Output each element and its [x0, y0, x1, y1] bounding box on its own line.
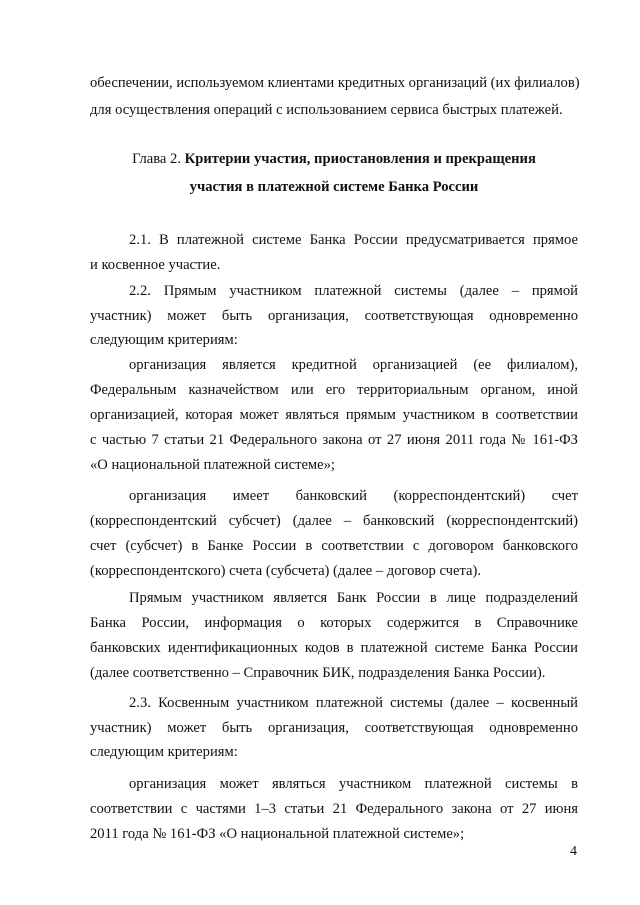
p2-2-line-1: 2.2. Прямым участником платежной системы (далее – прямой [129, 283, 578, 299]
crit2-line-1: организация имеет банковский (корреспондентский) счет [129, 488, 578, 504]
p2-2-line-2: участник) может быть организация, соответствующая одновременно [90, 308, 578, 324]
chapter-heading-line-2 [90, 178, 578, 196]
crit2-line-3: счет (субсчет) в Банке России в соответствии с договором банковского [90, 538, 578, 554]
chapter-title-1: Критерии участия, приостановления и прекращения [184, 151, 536, 167]
direct-line-3: банковских идентификационных кодов в платежной системе Банка России [90, 640, 578, 656]
p2-3-line-3: следующим критериям: [90, 744, 238, 760]
crit2-line-2: (корреспондентский субсчет) (далее – банковский (корреспондентский) [90, 513, 578, 529]
p2-1-line-2: и косвенное участие. [90, 257, 221, 273]
crit1-line-3: организацией, которая может являться прямым участником в соответствии [90, 407, 578, 423]
chapter-title-2: участия в платежной системе Банка России [189, 179, 479, 195]
crit1-line-5: «О национальной платежной системе»; [90, 457, 335, 473]
chapter-prefix: Глава 2. [132, 151, 181, 167]
p2-3-line-2: участник) может быть организация, соответствующая одновременно [90, 720, 578, 736]
chapter-heading-line-1 [90, 150, 578, 168]
p2-2-line-3: следующим критериям: [90, 332, 238, 348]
p2-3-line-1: 2.3. Косвенным участником платежной системы (далее – косвенный [129, 695, 578, 711]
direct-line-2: Банка России, информация о которых содержится в Справочнике [90, 615, 578, 631]
direct-line-1: Прямым участником является Банк России в лице подразделений [129, 590, 578, 606]
crit3-line-3: 2011 года № 161-ФЗ «О национальной платежной системе»; [90, 826, 465, 842]
direct-line-4: (далее соответственно – Справочник БИК, подразделения Банка России). [90, 665, 546, 681]
crit3-line-1: организация может являться участником платежной системы в [129, 776, 578, 792]
crit1-line-4: с частью 7 статьи 21 Федерального закона от 27 июня 2011 года № 161-ФЗ [90, 432, 578, 448]
crit1-line-2: Федеральным казначейством или его территориальным органом, иной [90, 382, 578, 398]
p2-1-line-1: 2.1. В платежной системе Банка России предусматривается прямое [129, 232, 578, 248]
crit1-line-1: организация является кредитной организацией (ее филиалом), [129, 357, 578, 373]
intro-line-2: для осуществления операций с использованием сервиса быстрых платежей. [90, 102, 563, 118]
crit3-line-2: соответствии с частями 1–3 статьи 21 Федерального закона от 27 июня [90, 801, 578, 817]
intro-line-1: обеспечении, используемом клиентами кредитных организаций (их филиалов) [90, 75, 580, 91]
crit2-line-4: (корреспондентского) счета (субсчета) (далее – договор счета). [90, 563, 481, 579]
page-number: 4 [570, 844, 577, 859]
